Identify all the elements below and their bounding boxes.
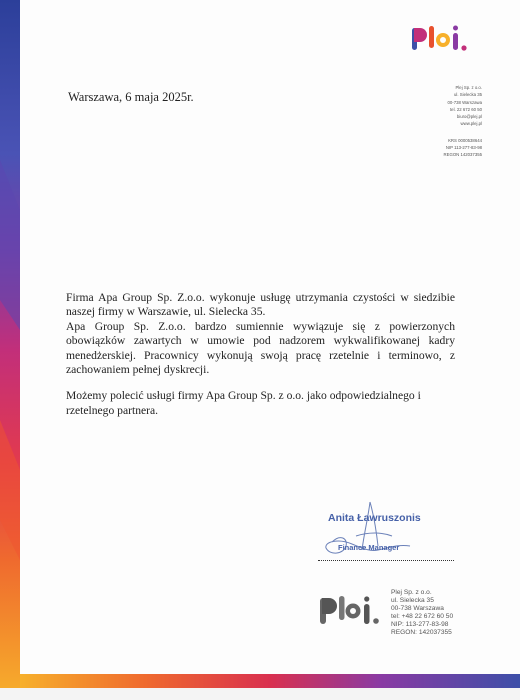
company-line: tel. 22 672 60 50 (449, 106, 482, 112)
signature-block (318, 498, 458, 578)
registry-line: KRS 0000538644 (448, 137, 482, 143)
footer-line: REGON: 142037355 (391, 629, 452, 637)
company-line: www.plej.pl (460, 121, 482, 127)
footer-line: 00-738 Warszawa (391, 605, 444, 613)
footer-line: tel: +48 22 672 60 50 (391, 613, 454, 621)
letter-body (66, 291, 455, 418)
handwritten-signature-icon (318, 498, 458, 568)
left-brand-stripe (0, 0, 20, 700)
footer-line: NIP: 113-277-83-98 (391, 621, 449, 629)
company-line: biuro@plej.pl (456, 114, 482, 120)
footer-address-block (391, 589, 453, 638)
body-paragraph: Możemy polecić usługi firmy Apa Group Sp. z o.o. jako odpowiedzialnego i rzetelnego partnera. (66, 389, 421, 417)
plej-logo-icon (410, 22, 480, 60)
body-paragraph: Firma Apa Group Sp. Z.o.o. wykonuje usługę utrzymania czystości w siedzibie naszej firmy w Warszawie, ul. Sielecka 35. (66, 291, 455, 319)
page-bottom-margin (0, 688, 520, 700)
company-line: ul. Sielecka 35 (454, 92, 482, 98)
company-line: Plej Sp. z o.o. (455, 85, 482, 90)
signatory-name: Anita Ławruszonis (328, 512, 421, 524)
bottom-brand-stripe (20, 674, 520, 688)
registry-line: REGON 142037355 (443, 152, 482, 158)
company-line: 00-738 Warszawa (447, 99, 482, 105)
plej-grey-logo-icon (318, 592, 384, 632)
letter-date: Warszawa, 6 maja 2025r. (68, 90, 194, 104)
body-paragraph: Apa Group Sp. Z.o.o. bardzo sumiennie wywiązuje się z powierzonych obowiązków zawartych w umowie pod nadzorem wykwalifikowanej kadry menedżerskiej. Pracownicy wykonują swoją pracę rzetelnie i terminowo, z zachowaniem pełnej dyskrecji. (66, 319, 455, 377)
signatory-title: Finance Manager (338, 543, 400, 552)
signature-line (318, 560, 454, 561)
registry-line: NIP 113-277-83-98 (445, 145, 482, 151)
footer-line: ul. Sielecka 35 (391, 597, 434, 605)
footer-line: Plej Sp. z o.o. (391, 589, 432, 596)
company-address-block (362, 84, 482, 159)
